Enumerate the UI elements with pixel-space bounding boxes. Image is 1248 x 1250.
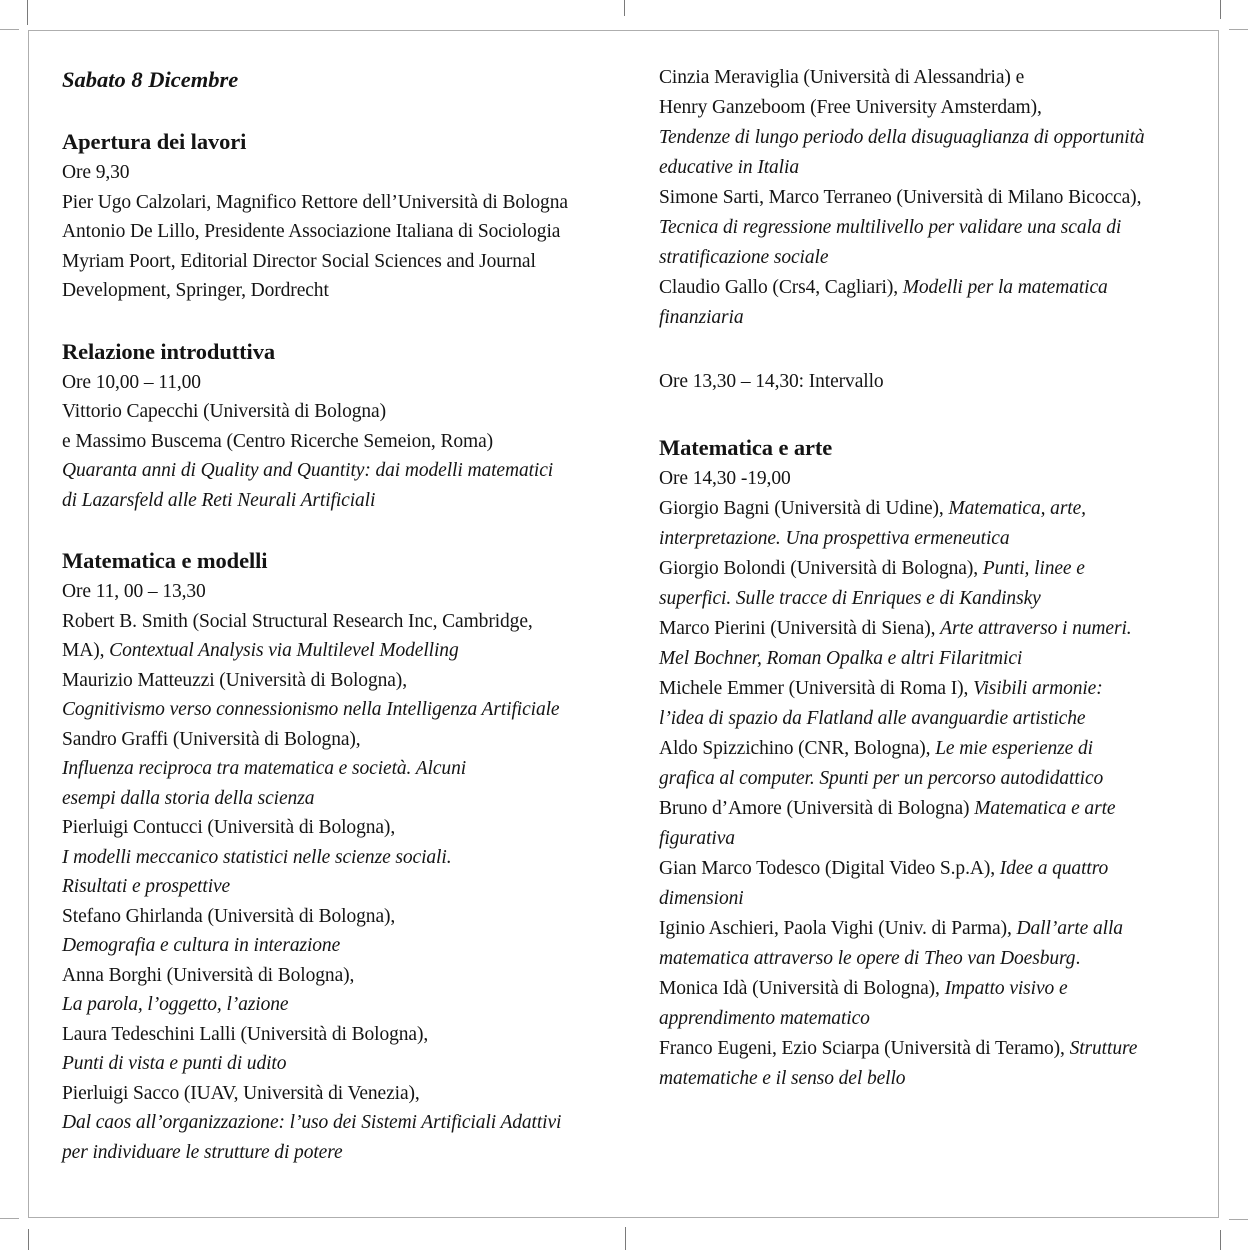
text-line [659, 974, 1204, 1004]
talk-title-text: grafica al computer. Spunti per un percorso autodidattico [659, 768, 1104, 789]
text-line [659, 93, 1204, 123]
date-heading-text: Sabato 8 Dicembre [62, 67, 239, 92]
crop-mark-bottom-left-vertical [28, 1229, 29, 1250]
text-line [659, 914, 1204, 944]
text-run: Pierluigi Contucci (Università di Bologna), [62, 817, 396, 838]
talk-title-text: Matematica, arte, [948, 498, 1086, 519]
text-run: Ore 13,30 – 14,30: Intervallo [659, 371, 884, 392]
talk-title-text: Mel Bochner, Roman Opalka e altri Filaritmici [659, 648, 1023, 669]
text-line [659, 494, 1204, 524]
column-left [62, 63, 618, 1167]
text-run: Franco Eugeni, Ezio Sciarpa (Università di Teramo), [659, 1038, 1070, 1059]
text-run: MA), [62, 640, 110, 661]
text-run: Development, Springer, Dordrecht [62, 280, 329, 301]
talk-title-text: Le mie esperienze di [935, 738, 1093, 759]
talk-title-text: Matematica e arte [974, 798, 1116, 819]
text-run: e Massimo Buscema (Centro Ricerche Semeion, Roma) [62, 430, 494, 452]
talk-title-text: La parola, l’oggetto, l’azione [62, 994, 289, 1015]
text-line [659, 213, 1204, 243]
talk-title-text: Idee a quattro [999, 858, 1109, 879]
break-intervallo [659, 367, 1204, 397]
text-line [62, 1108, 618, 1138]
text-line [62, 666, 618, 696]
session-heading: Matematica e modelli [62, 548, 268, 573]
text-run: Monica Idà (Università di Bologna), [659, 978, 945, 999]
text-run: Iginio Aschieri, Paola Vighi (Univ. di Parma), [659, 918, 1017, 939]
text-line [62, 754, 618, 784]
text-line [62, 1020, 618, 1050]
text-line [62, 188, 618, 218]
text-run: Ore 9,30 [62, 162, 130, 183]
text-line [62, 427, 618, 457]
talk-title-text: Tecnica di regressione multilivello per validare una scala di [659, 217, 1122, 238]
crop-mark-bottom-left-horizontal [0, 1218, 19, 1219]
text-run: Vittorio Capecchi (Università di Bologna) [62, 401, 386, 422]
crop-mark-top-left-horizontal [0, 29, 19, 30]
talk-title-text: Tendenze di lungo periodo della disuguaglianza di opportunità [659, 127, 1145, 148]
session-relazione-introduttiva [62, 335, 618, 516]
text-line [62, 247, 618, 277]
talk-title-text: Quaranta anni di Quality and Quantity: dai modelli matematici [62, 460, 554, 481]
talk-title-text: matematiche e il senso del bello [659, 1068, 906, 1089]
talk-title-text: dimensioni [659, 888, 744, 909]
session-apertura-dei-lavori [62, 125, 618, 306]
text-line [659, 153, 1204, 183]
talk-title-text: superfici. Sulle tracce di Enriques e di Kandinsky [659, 588, 1041, 609]
crop-mark-bottom-right-vertical [1220, 1230, 1221, 1250]
talk-title-text: Risultati e prospettive [62, 876, 231, 897]
text-run: Simone Sarti, Marco Terraneo (Università di Milano Bicocca), [659, 187, 1142, 208]
text-line [659, 554, 1204, 584]
text-line [659, 704, 1204, 734]
text-line [659, 614, 1204, 644]
column-right [659, 63, 1204, 1094]
talk-title-text: Contextual Analysis via Multilevel Modelling [109, 640, 459, 661]
talk-title-text: interpretazione. Una prospettiva ermeneutica [659, 528, 1010, 549]
text-line [62, 1049, 618, 1079]
text-line [62, 1138, 618, 1168]
text-run: Marco Pierini (Università di Siena), [659, 618, 941, 639]
text-run: Sandro Graffi (Università di Bologna), [62, 728, 361, 750]
text-line [659, 273, 1204, 303]
text-line [62, 486, 618, 516]
text-line [659, 1064, 1204, 1094]
talk-title-text: Punti di vista e punti di udito [62, 1053, 287, 1074]
talk-title-text: di Lazarsfeld alle Reti Neurali Artificiali [62, 489, 376, 511]
text-run: . [1075, 948, 1081, 969]
text-line [659, 183, 1204, 213]
text-line [62, 931, 618, 961]
crop-mark-top-right-horizontal [1229, 29, 1248, 30]
date-heading [62, 63, 618, 96]
text-line [659, 854, 1204, 884]
talk-title-text: esempi dalla storia della scienza [62, 787, 315, 809]
text-run: Cinzia Meraviglia (Università di Alessandria) e [659, 67, 1025, 88]
text-run: Henry Ganzeboom (Free University Amsterdam), [659, 97, 1042, 118]
text-line [659, 464, 1204, 494]
text-run: Bruno d’Amore (Università di Bologna) [659, 798, 975, 819]
session-heading: Apertura dei lavori [62, 129, 247, 154]
talk-title-text: Punti, linee e [982, 558, 1085, 579]
text-run: Ore 10,00 – 11,00 [62, 371, 201, 393]
talk-title-text: Arte attraverso i numeri. [940, 618, 1132, 639]
text-line [62, 636, 618, 666]
text-line [659, 524, 1204, 554]
text-line [62, 990, 618, 1020]
text-line [659, 367, 1204, 397]
text-run: Anna Borghi (Università di Bologna), [62, 964, 355, 986]
text-line [659, 644, 1204, 674]
text-line [62, 577, 618, 607]
text-line [62, 813, 618, 843]
session-matematica-e-arte [659, 431, 1204, 1094]
text-line [62, 158, 618, 188]
talk-title-text: matematica attraverso le opere di Theo van Doesburg [659, 948, 1076, 969]
talk-title-text: finanziaria [659, 307, 744, 328]
text-line [659, 794, 1204, 824]
text-run: Robert B. Smith (Social Structural Research Inc, Cambridge, [62, 610, 533, 632]
text-line [659, 243, 1204, 273]
text-line [659, 674, 1204, 704]
session-heading: Relazione introduttiva [62, 338, 276, 364]
crop-mark-bottom-center-vertical [625, 1227, 626, 1250]
talk-title-text: Strutture [1069, 1038, 1138, 1059]
text-run: Ore 11, 00 – 13,30 [62, 581, 206, 602]
text-line [62, 872, 618, 902]
text-line [62, 725, 618, 755]
talk-title-text: Visibili armonie: [973, 678, 1103, 699]
talk-title-text: Cognitivismo verso connessionismo nella Intelligenza Artificiale [62, 699, 560, 720]
text-line [62, 607, 618, 637]
session-continuation-entries [659, 63, 1204, 333]
text-run: Giorgio Bagni (Università di Udine), [659, 498, 949, 519]
text-line [62, 456, 618, 486]
talk-title-text: Modelli per la matematica [902, 277, 1108, 298]
text-line [62, 368, 618, 398]
text-line [62, 1079, 618, 1109]
text-line [659, 303, 1204, 333]
text-run: Gian Marco Todesco (Digital Video S.p.A), [659, 858, 1000, 879]
text-line [62, 902, 618, 932]
text-line [62, 843, 618, 873]
text-run: Ore 14,30 -19,00 [659, 468, 791, 489]
text-line [659, 884, 1204, 914]
text-line [659, 944, 1204, 974]
text-run: Stefano Ghirlanda (Università di Bologna), [62, 905, 396, 927]
talk-title-text: I modelli meccanico statistici nelle scienze sociali. [62, 846, 452, 868]
text-line [659, 1034, 1204, 1064]
talk-title-text: l’idea di spazio da Flatland alle avanguardie artistiche [659, 708, 1086, 729]
text-run: Aldo Spizzichino (CNR, Bologna), [659, 738, 936, 759]
text-line [659, 123, 1204, 153]
text-line [659, 1004, 1204, 1034]
text-line [659, 63, 1204, 93]
crop-mark-bottom-right-horizontal [1229, 1219, 1248, 1220]
talk-title-text: Dal caos all’organizzazione: l’uso dei Sistemi Artificiali Adattivi [62, 1112, 562, 1133]
text-run: Giorgio Bolondi (Università di Bologna), [659, 558, 983, 579]
talk-title-text: apprendimento matematico [659, 1008, 870, 1029]
talk-title-text: educative in Italia [659, 157, 799, 178]
text-line [659, 584, 1204, 614]
crop-mark-top-left-vertical [27, 0, 28, 25]
crop-mark-top-center-vertical [624, 0, 625, 16]
text-line [62, 217, 618, 247]
text-line [62, 276, 618, 306]
crop-mark-top-right-vertical [1220, 0, 1221, 19]
text-run: Pier Ugo Calzolari, Magnifico Rettore dell’Università di Bologna [62, 191, 568, 213]
text-line [659, 824, 1204, 854]
talk-title-text: figurativa [659, 828, 735, 849]
text-line [659, 734, 1204, 764]
text-run: Michele Emmer (Università di Roma I), [659, 678, 974, 699]
text-line [62, 784, 618, 814]
talk-title-text: per individuare le strutture di potere [62, 1141, 343, 1163]
session-matematica-e-modelli [62, 544, 618, 1167]
talk-title-text: Impatto visivo e [944, 978, 1068, 999]
talk-title-text: Influenza reciproca tra matematica e società. Alcuni [62, 758, 467, 779]
text-run: Laura Tedeschini Lalli (Università di Bologna), [62, 1023, 429, 1045]
text-run: Antonio De Lillo, Presidente Associazione Italiana di Sociologia [62, 221, 561, 242]
talk-title-text: Dall’arte alla [1016, 918, 1123, 939]
session-heading: Matematica e arte [659, 435, 833, 460]
talk-title-text: Demografia e cultura in interazione [62, 935, 341, 956]
text-run: Myriam Poort, Editorial Director Social Sciences and Journal [62, 250, 536, 272]
text-run: Claudio Gallo (Crs4, Cagliari), [659, 277, 903, 298]
text-line [62, 961, 618, 991]
text-line [659, 764, 1204, 794]
text-run: Maurizio Matteuzzi (Università di Bologna), [62, 669, 407, 691]
talk-title-text: stratificazione sociale [659, 247, 829, 268]
text-line [62, 397, 618, 427]
text-run: Pierluigi Sacco (IUAV, Università di Venezia), [62, 1082, 420, 1104]
text-line [62, 695, 618, 725]
